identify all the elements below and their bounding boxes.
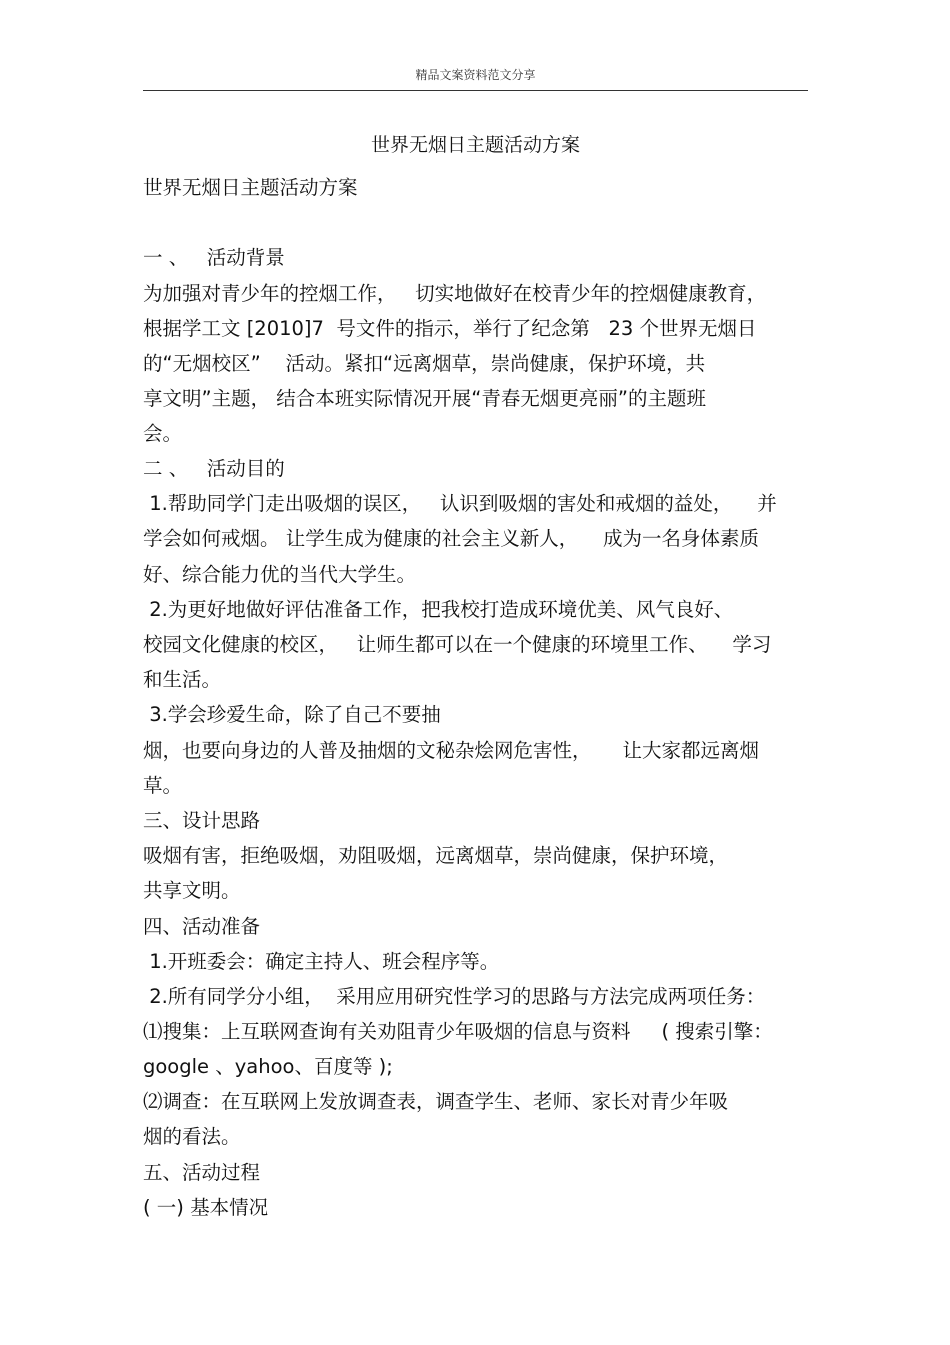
body-line: 学会如何戒烟。 让学生成为健康的社会主义新人， 成为一名身体素质 bbox=[143, 527, 759, 550]
body-line: google 、yahoo、百度等 ); bbox=[143, 1055, 393, 1078]
subtitle-line: 世界无烟日主题活动方案 bbox=[143, 176, 358, 199]
section-heading: 四、活动准备 bbox=[143, 915, 261, 938]
body-line: 好、综合能力优的当代大学生。 bbox=[143, 563, 417, 586]
body-line: ⑴搜集：上互联网查询有关劝阻青少年吸烟的信息与资料 ( 搜索引擎： bbox=[143, 1020, 773, 1043]
body-line: 1.帮助同学门走出吸烟的误区， 认识到吸烟的害处和戒烟的益处， 并 bbox=[143, 492, 777, 515]
section-heading: 三、设计思路 bbox=[143, 809, 261, 832]
body-line: 为加强对青少年的控烟工作， 切实地做好在校青少年的控烟健康教育， bbox=[143, 282, 767, 305]
body-line: 共享文明。 bbox=[143, 879, 241, 902]
subsection-heading: ( 一) 基本情况 bbox=[143, 1196, 269, 1219]
section-heading: 二 、 活动目的 bbox=[143, 457, 285, 480]
body-line: 和生活。 bbox=[143, 668, 222, 691]
section-heading: 五、活动过程 bbox=[143, 1161, 261, 1184]
header-divider bbox=[143, 90, 808, 91]
body-line: 1.开班委会：确定主持人、班会程序等。 bbox=[143, 950, 500, 973]
page-header: 精品文案资料范文分享 bbox=[415, 68, 536, 82]
document-title: 世界无烟日主题活动方案 bbox=[370, 134, 580, 156]
body-line: 草。 bbox=[143, 774, 183, 797]
body-line: 烟，也要向身边的人普及抽烟的文秘杂烩网危害性， 让大家都远离烟 bbox=[143, 739, 759, 762]
body-line: 3.学会珍爱生命，除了自己不要抽 bbox=[143, 703, 441, 726]
body-line: ⑵调查：在互联网上发放调查表，调查学生、老师、家长对青少年吸 bbox=[143, 1090, 729, 1113]
body-line: 校园文化健康的校区， 让师生都可以在一个健康的环境里工作、 学习 bbox=[143, 633, 772, 656]
body-line: 根据学工文 [2010]7 号文件的指示，举行了纪念第 23 个世界无烟日 bbox=[143, 317, 757, 340]
body-line: 的“无烟校区” 活动。紧扣“远离烟草，崇尚健康，保护环境，共 bbox=[143, 352, 706, 375]
body-line: 2.为更好地做好评估准备工作，把我校打造成环境优美、风气良好、 bbox=[143, 598, 734, 621]
body-line: 会。 bbox=[143, 422, 183, 445]
body-line: 烟的看法。 bbox=[143, 1125, 241, 1148]
body-line: 2.所有同学分小组， 采用应用研究性学习的思路与方法完成两项任务： bbox=[143, 985, 766, 1008]
body-line: 享文明”主题， 结合本班实际情况开展“青春无烟更亮丽”的主题班 bbox=[143, 387, 707, 410]
section-heading: 一 、 活动背景 bbox=[143, 246, 285, 269]
body-line: 吸烟有害，拒绝吸烟，劝阻吸烟，远离烟草，崇尚健康，保护环境， bbox=[143, 844, 729, 867]
